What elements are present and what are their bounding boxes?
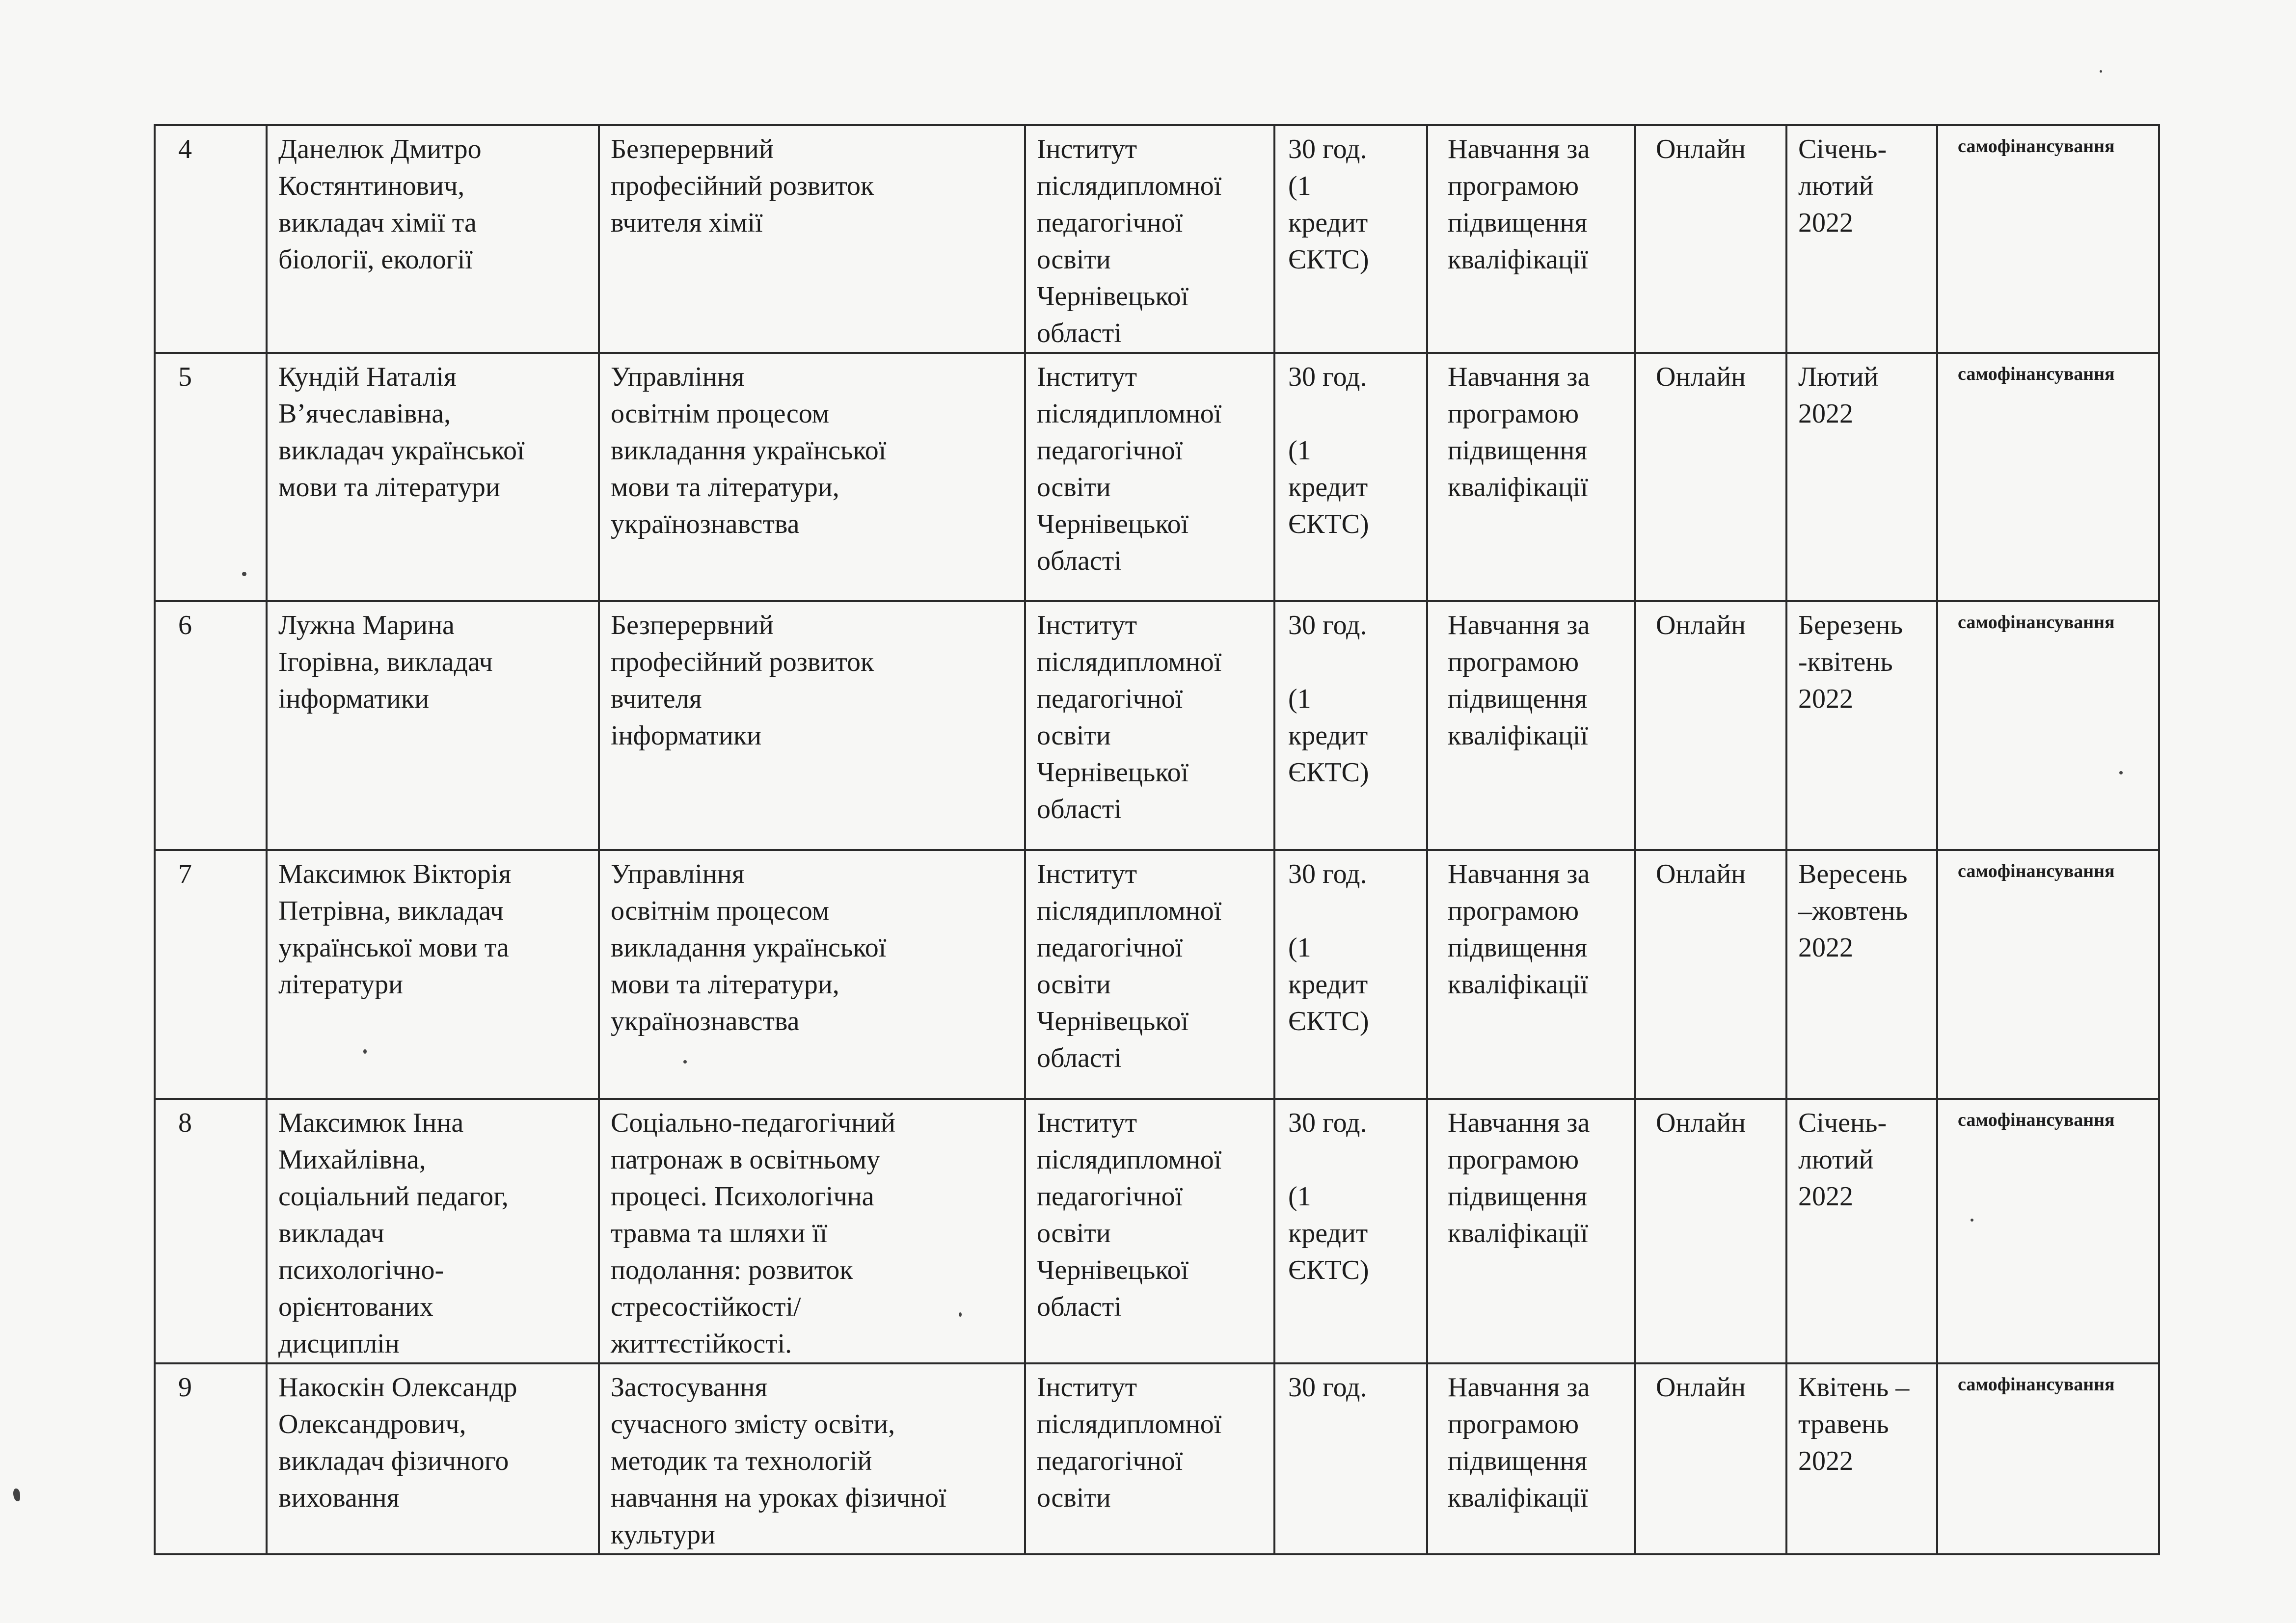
format-cell: Онлайн: [1635, 1363, 1786, 1554]
funding-cell: самофінансування: [1937, 850, 2159, 1099]
institution-cell: Інститут післядипломної педагогічної освіти Чернівецької області: [1025, 125, 1274, 353]
scan-speck: [2119, 771, 2123, 774]
table-row: [155, 601, 2159, 850]
period-cell: Квітень – травень 2022: [1786, 1363, 1937, 1554]
format-cell: Онлайн: [1635, 850, 1786, 1099]
institution-cell: Інститут післядипломної педагогічної освіти Чернівецької області: [1025, 1099, 1274, 1363]
institution-cell: Інститут післядипломної педагогічної освіти Чернівецької області: [1025, 850, 1274, 1099]
hours-cell: 30 год. (1 кредит ЄКТС): [1274, 850, 1427, 1099]
institution-cell: Інститут післядипломної педагогічної освіти Чернівецької області: [1025, 353, 1274, 601]
funding-cell: самофінансування: [1937, 1099, 2159, 1363]
course-cell: Безперервний професійний розвиток вчителя хімії: [599, 125, 1025, 353]
period-cell: Вересень –жовтень 2022: [1786, 850, 1937, 1099]
format-cell: Онлайн: [1635, 601, 1786, 850]
teacher-cell: Накоскін Олександр Олександрович, викладач фізичного виховання: [267, 1363, 599, 1554]
hours-cell: 30 год. (1 кредит ЄКТС): [1274, 1099, 1427, 1363]
table-row: [155, 125, 2159, 353]
row-number: 9: [155, 1363, 267, 1554]
program-cell: Навчання за програмою підвищення кваліфікації: [1427, 850, 1635, 1099]
scan-speck: [683, 1060, 687, 1064]
teacher-cell: Кундій Наталія В’ячеславівна, викладач української мови та літератури: [267, 353, 599, 601]
period-cell: Лютий 2022: [1786, 353, 1937, 601]
format-cell: Онлайн: [1635, 1099, 1786, 1363]
program-cell: Навчання за програмою підвищення кваліфікації: [1427, 353, 1635, 601]
format-cell: Онлайн: [1635, 125, 1786, 353]
hours-cell: 30 год. (1 кредит ЄКТС): [1274, 353, 1427, 601]
table-row: [155, 1363, 2159, 1554]
funding-cell: самофінансування: [1937, 125, 2159, 353]
period-cell: Січень- лютий 2022: [1786, 125, 1937, 353]
program-cell: Навчання за програмою підвищення кваліфікації: [1427, 125, 1635, 353]
funding-cell: самофінансування: [1937, 353, 2159, 601]
table-row: [155, 850, 2159, 1099]
scan-speck: [363, 1049, 367, 1054]
table-row: [155, 1099, 2159, 1363]
hours-cell: 30 год. (1 кредит ЄКТС): [1274, 601, 1427, 850]
institution-cell: Інститут післядипломної педагогічної освіти: [1025, 1363, 1274, 1554]
course-cell: Застосування сучасного змісту освіти, методик та технологій навчання на уроках фізичної культури: [599, 1363, 1025, 1554]
period-cell: Березень -квітень 2022: [1786, 601, 1937, 850]
scan-speck: [1971, 1219, 1973, 1222]
row-number: 5: [155, 353, 267, 601]
teacher-cell: Максимюк Вікторія Петрівна, викладач української мови та літератури: [267, 850, 599, 1099]
course-cell: Управління освітнім процесом викладання української мови та літератури, українознавства: [599, 353, 1025, 601]
course-cell: Безперервний професійний розвиток вчителя інформатики: [599, 601, 1025, 850]
teacher-cell: Максимюк Інна Михайлівна, соціальний педагог, викладач психологічно- орієнтованих дисциплін: [267, 1099, 599, 1363]
scan-speck: [242, 572, 246, 576]
scan-speck: [959, 1312, 962, 1317]
scan-speck: [13, 1489, 20, 1501]
program-cell: Навчання за програмою підвищення кваліфікації: [1427, 1099, 1635, 1363]
funding-cell: самофінансування: [1937, 1363, 2159, 1554]
teacher-cell: Данелюк Дмитро Костянтинович, викладач хімії та біології, екології: [267, 125, 599, 353]
program-cell: Навчання за програмою підвищення кваліфікації: [1427, 1363, 1635, 1554]
row-number: 6: [155, 601, 267, 850]
row-number: 8: [155, 1099, 267, 1363]
row-number: 4: [155, 125, 267, 353]
table-row: [155, 353, 2159, 601]
row-number: 7: [155, 850, 267, 1099]
hours-cell: 30 год. (1 кредит ЄКТС): [1274, 125, 1427, 353]
course-cell: Управління освітнім процесом викладання української мови та літератури, українознавства: [599, 850, 1025, 1099]
period-cell: Січень- лютий 2022: [1786, 1099, 1937, 1363]
training-schedule-table: [154, 124, 2160, 1555]
program-cell: Навчання за програмою підвищення кваліфікації: [1427, 601, 1635, 850]
institution-cell: Інститут післядипломної педагогічної освіти Чернівецької області: [1025, 601, 1274, 850]
scan-speck: [2100, 70, 2102, 73]
course-cell: Соціально-педагогічний патронаж в освітньому процесі. Психологічна травма та шляхи її подолання: розвиток стресостійкості/ життєстійкості.: [599, 1099, 1025, 1363]
hours-cell: 30 год.: [1274, 1363, 1427, 1554]
format-cell: Онлайн: [1635, 353, 1786, 601]
funding-cell: самофінансування: [1937, 601, 2159, 850]
teacher-cell: Лужна Марина Ігорівна, викладач інформатики: [267, 601, 599, 850]
